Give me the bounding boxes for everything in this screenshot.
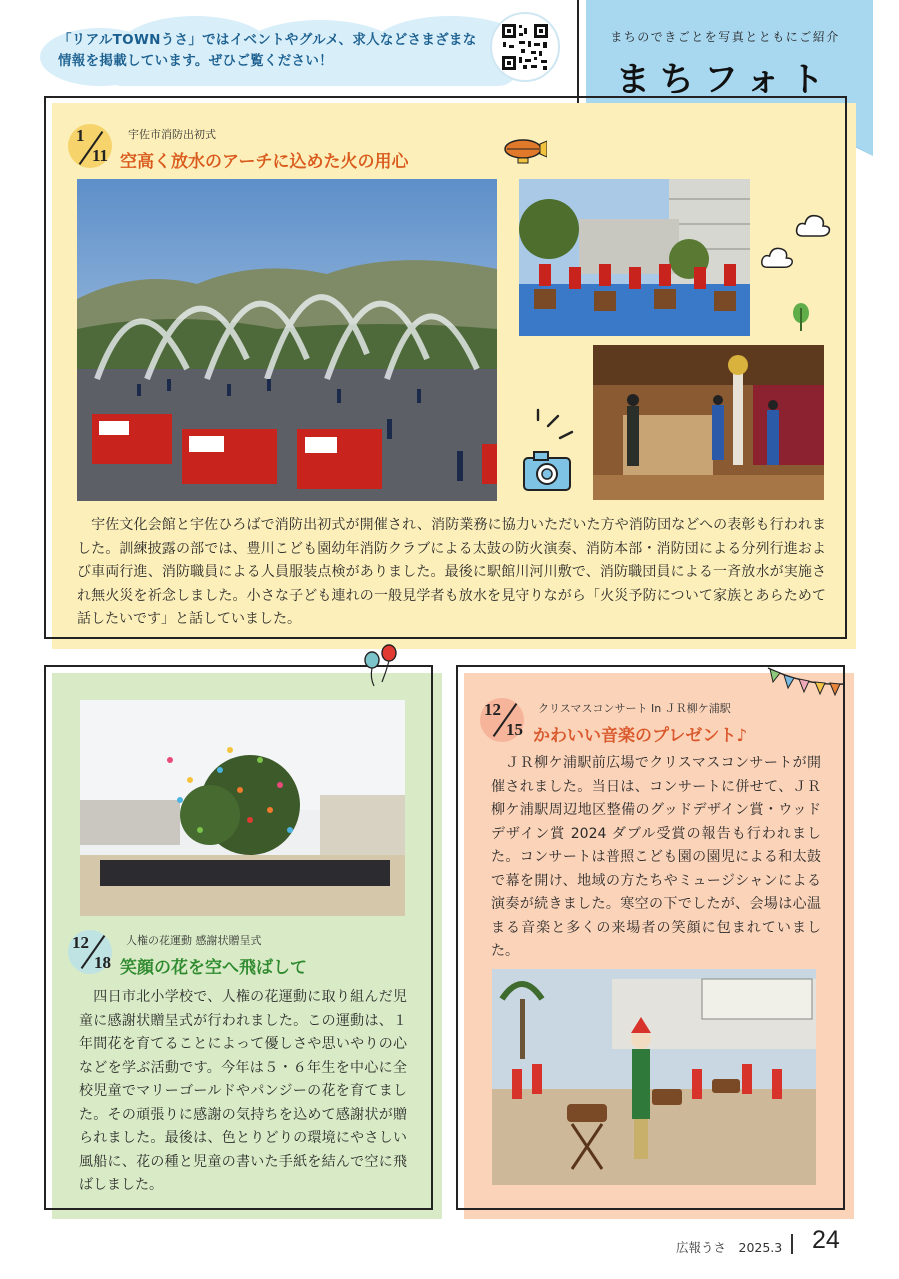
footer-divider [791,1234,793,1254]
date-month-1: 1 [76,126,85,145]
photo-drum-performance [519,179,750,336]
photo-water-arch [77,179,497,501]
publication-name: 広報うさ 2025.3 [676,1240,783,1255]
balloons-icon [360,642,402,688]
article-3-body: ＪＲ柳ケ浦駅前広場でクリスマスコンサートが開催されました。当日は、コンサートに併せて、ＪＲ柳ケ浦駅周辺地区整備のグッドデザイン賞・ウッドデザイン賞 2024 ダブル受賞の報告も行われました。コンサートは普照こども園の園児による和太鼓で幕を開け、地域の方たちやミュージシャンによる演奏が続きました。寒空の下でしたが、会場は心温まる音楽と多くの来場者の笑顔に包まれていました。 [491,755,821,959]
page-number: 24 [812,1226,840,1254]
photo-balloon-release [80,700,405,916]
date-day-1: 11 [92,146,109,165]
date-day-3: 15 [506,720,523,739]
cloud-icon [760,245,794,271]
event-name-3: クリスマスコンサート In ＪＲ柳ケ浦駅 [538,702,731,715]
date-month-3: 12 [484,700,501,719]
banner-text: 「リアルTOWNうさ」ではイベントやグルメ、求人などさまざまな情報を掲載しています。ぜひご覧ください！ [58,32,477,69]
event-name-1: 宇佐市消防出初式 [128,128,216,141]
title-subtitle: まちのできごとを写真とともにご紹介 [610,30,840,44]
qr-code[interactable] [490,12,560,82]
article-1-body: 宇佐文化会館と宇佐ひろばで消防出初式が開催され、消防業務に協力いただいた方や消防団などへの表彰も行われました。訓練披露の部では、豊川こども園幼年消防クラブによる太鼓の防火演奏、消防本部・消防団による分列行進および車両行進、消防職員による人員服装点検がありました。最後に駅館川河川敷で、消防職団員による一斉放水が実施され無火災を祈念しました。小さな子ども連れの一般見学者も放水を見守りながら「火災予防について家族とあらためて話したいです」と話していました。 [77,517,826,627]
headline-3: かわいい音楽のプレゼント♪ [533,726,748,746]
airship-icon [503,138,547,164]
cloud-icon [795,212,831,240]
headline-2: 笑顔の花を空へ飛ばして [120,958,307,978]
date-month-2: 12 [72,933,89,952]
event-name-2: 人権の花運動 感謝状贈呈式 [126,934,262,947]
tree-icon [792,302,810,332]
bunting-icon [766,666,846,700]
article-2-body: 四日市北小学校で、人権の花運動に取り組んだ児童に感謝状贈呈式が行われました。この運動は、１年間花を育てることによって優しさや思いやりの心などを学ぶ活動です。今年は５・６年生を中心に全校児童でマリーゴールドやパンジーの花を育てました。その頑張りに感謝の気持ちを込めて感謝状が贈られました。最後は、色とりどりの環境にやさしい風船に、花の種と児童の書いた手紙を結んで空に飛ばしました。 [79,989,407,1193]
page-title: まちフォト [615,60,835,100]
photo-taiko-concert [492,969,816,1185]
headline-1: 空高く放水のアーチに込めた火の用心 [120,152,409,172]
photo-award-ceremony [593,345,824,500]
date-day-2: 18 [94,953,111,972]
camera-icon [520,406,586,496]
